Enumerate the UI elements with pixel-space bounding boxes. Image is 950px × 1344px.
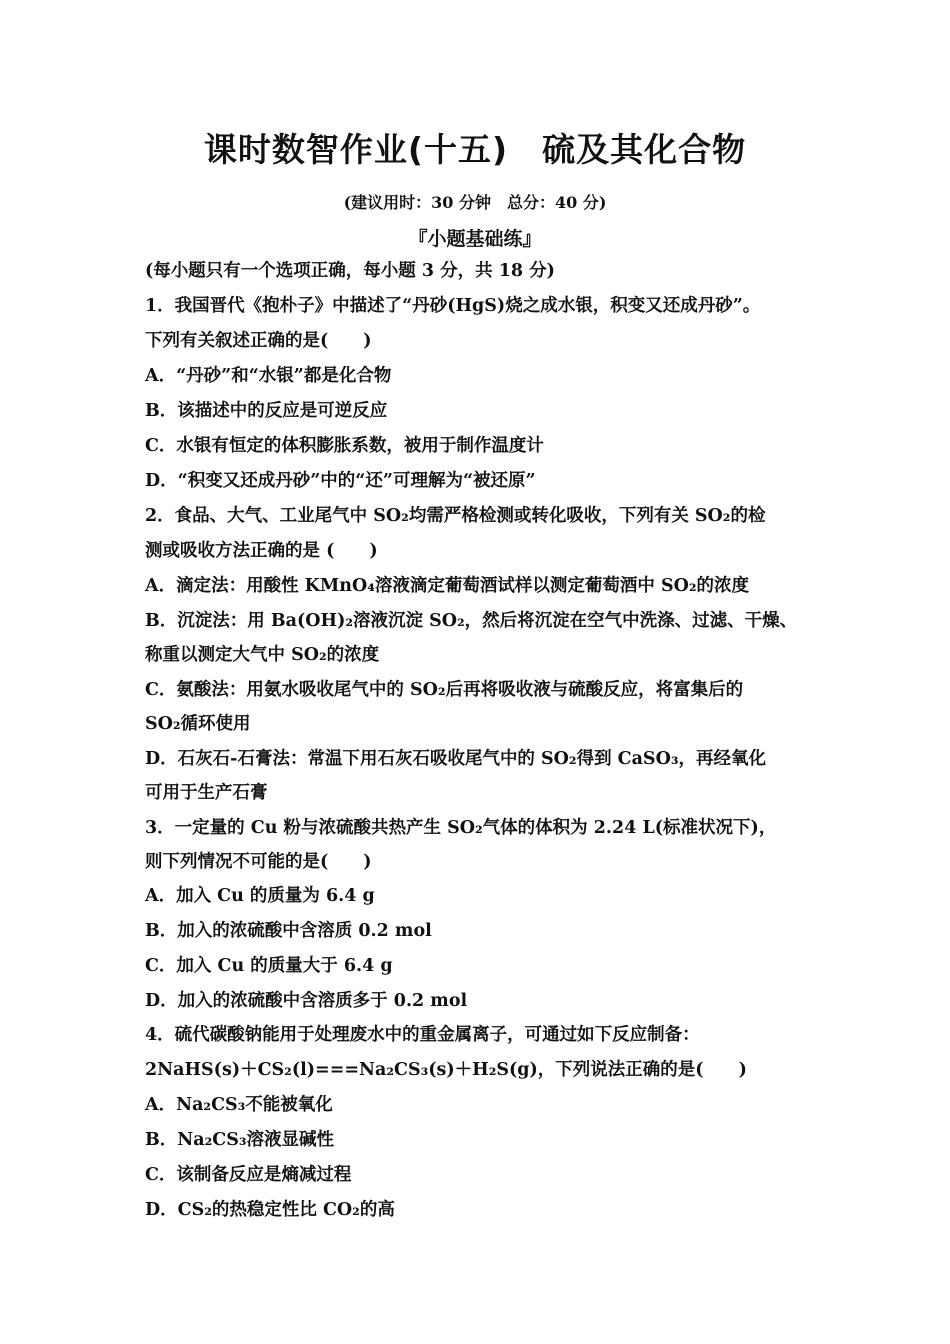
- question-line: 测或吸收方法正确的是 ( ): [145, 541, 378, 561]
- option-line: D．加入的浓硫酸中含溶质多于 0.2 mol: [145, 991, 468, 1011]
- option-line: 可用于生产石膏: [145, 783, 268, 803]
- option-line: B．沉淀法：用 Ba(OH)₂溶液沉淀 SO₂，然后将沉淀在空气中洗涤、过滤、干燥、: [145, 611, 798, 631]
- option-line: A．加入 Cu 的质量为 6.4 g: [145, 886, 375, 906]
- time-score-note: (建议用时：30 分钟 总分：40 分): [343, 193, 607, 212]
- question-line: 2．食品、大气、工业尾气中 SO₂均需严格检测或转化吸收，下列有关 SO₂的检: [145, 506, 766, 526]
- option-line: C．加入 Cu 的质量大于 6.4 g: [145, 956, 393, 976]
- option-line: SO₂循环使用: [145, 714, 251, 734]
- option-line: 称重以测定大气中 SO₂的浓度: [145, 645, 380, 665]
- question-line: 4．硫代碳酸钠能用于处理废水中的重金属离子，可通过如下反应制备：: [145, 1025, 700, 1045]
- option-line: B．Na₂CS₃溶液显碱性: [145, 1130, 335, 1150]
- option-line: A．“丹砂”和“水银”都是化合物: [145, 366, 392, 386]
- option-line: A．Na₂CS₃不能被氧化: [145, 1095, 333, 1115]
- option-line: D．CS₂的热稳定性比 CO₂的高: [145, 1200, 395, 1220]
- page-title: 课时数智作业(十五) 硫及其化合物: [203, 130, 747, 169]
- question-line: 3．一定量的 Cu 粉与浓硫酸共热产生 SO₂气体的体积为 2.24 L(标准状况下)，: [145, 818, 777, 838]
- option-line: B．该描述中的反应是可逆反应: [145, 401, 388, 421]
- question-line: 下列有关叙述正确的是( ): [145, 331, 372, 351]
- option-line: D．石灰石-石膏法：常温下用石灰石吸收尾气中的 SO₂得到 CaSO₃，再经氧化: [145, 749, 766, 769]
- option-line: C．水银有恒定的体积膨胀系数，被用于制作温度计: [145, 436, 544, 456]
- question-line: 2NaHS(s)＋CS₂(l)===Na₂CS₃(s)＋H₂S(g)，下列说法正确的是( ): [145, 1060, 747, 1080]
- question-line: 则下列情况不可能的是( ): [145, 852, 372, 872]
- instructions: (每小题只有一个选项正确，每小题 3 分，共 18 分): [145, 261, 555, 281]
- option-line: A．滴定法：用酸性 KMnO₄溶液滴定葡萄酒试样以测定葡萄酒中 SO₂的浓度: [145, 576, 750, 596]
- option-line: C．氨酸法：用氨水吸收尾气中的 SO₂后再将吸收液与硫酸反应，将富集后的: [145, 680, 744, 700]
- question-line: 1．我国晋代《抱朴子》中描述了“丹砂(HgS)烧之成水银，积变又还成丹砂”。: [145, 296, 761, 316]
- option-line: B．加入的浓硫酸中含溶质 0.2 mol: [145, 921, 432, 941]
- option-line: D．“积变又还成丹砂”中的“还”可理解为“被还原”: [145, 471, 536, 491]
- section-label: 『小题基础练』: [408, 228, 542, 250]
- option-line: C．该制备反应是熵减过程: [145, 1165, 352, 1185]
